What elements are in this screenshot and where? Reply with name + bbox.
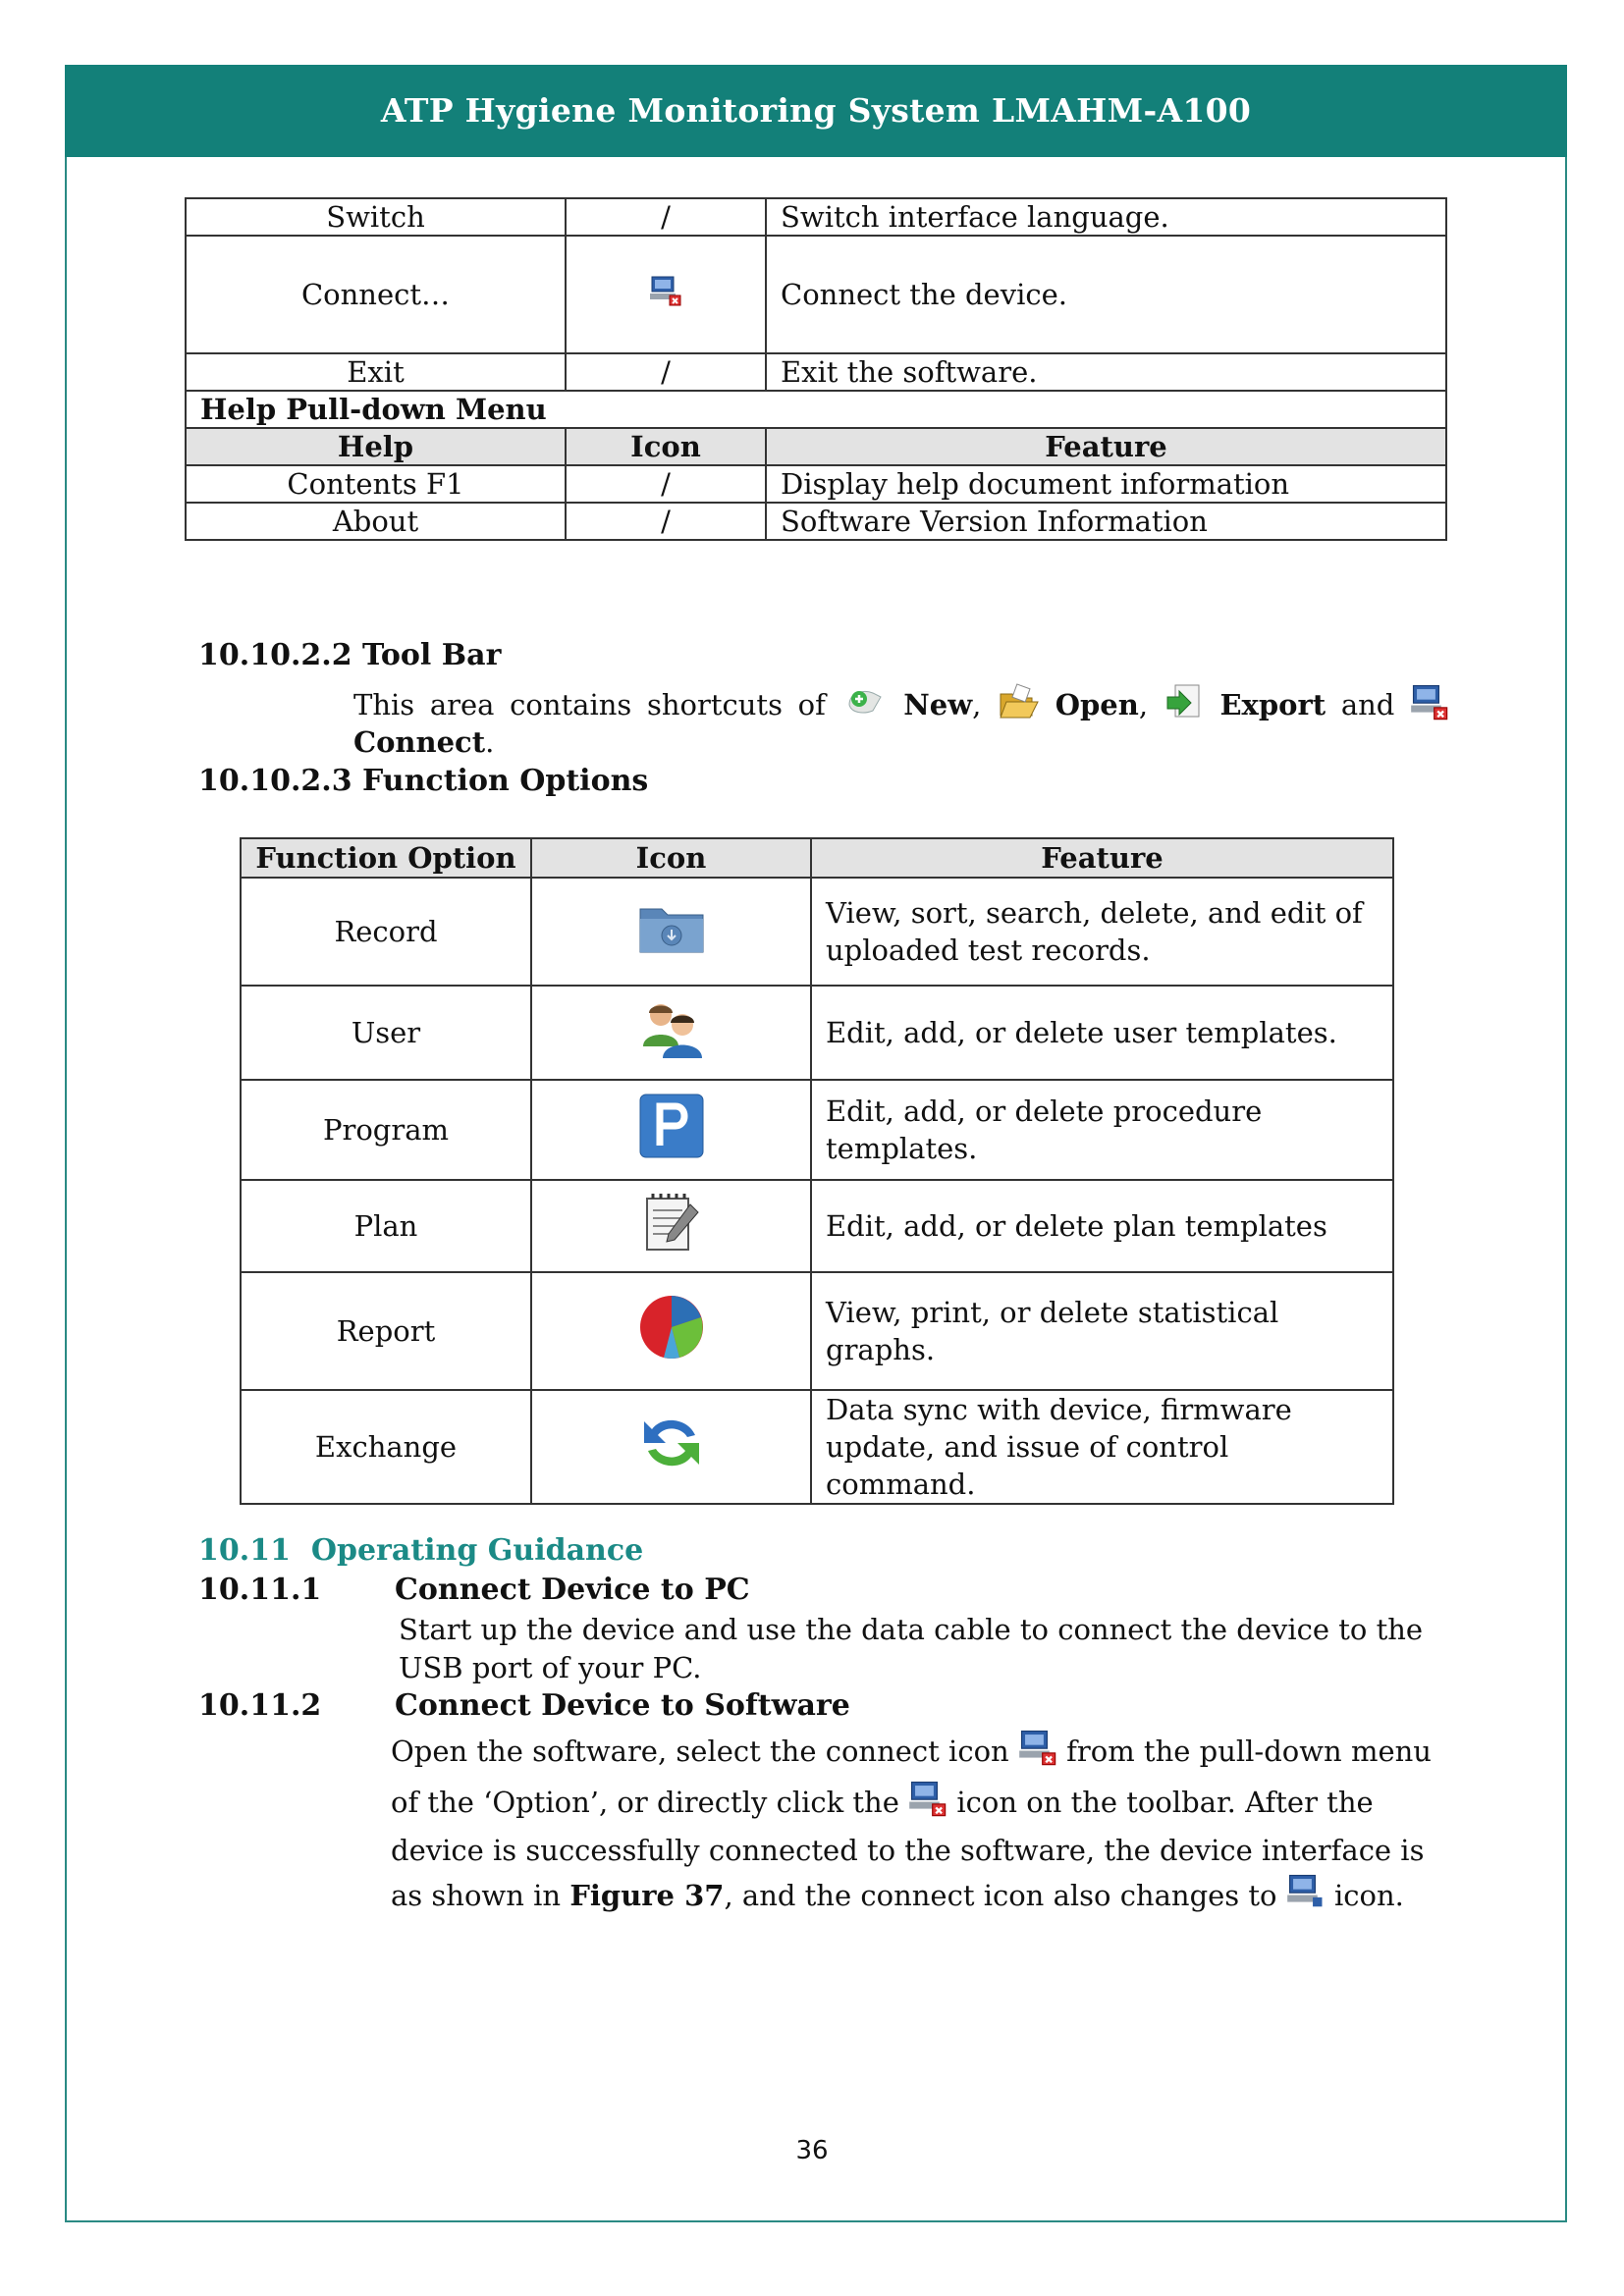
connect-icon bbox=[1410, 682, 1449, 731]
section-number: 10.11 bbox=[198, 1533, 291, 1568]
cell-feature: Edit, add, or delete user templates. bbox=[811, 986, 1393, 1080]
pie-chart-icon bbox=[636, 1292, 707, 1371]
s2-text bbox=[391, 1728, 1453, 1923]
cell-icon bbox=[531, 1272, 811, 1390]
new-label: New bbox=[903, 688, 973, 721]
connected-icon bbox=[1286, 1872, 1326, 1923]
new-icon bbox=[841, 683, 889, 730]
menu-table bbox=[185, 197, 1447, 541]
section-title: Function Options bbox=[362, 764, 649, 798]
open-folder-icon bbox=[997, 682, 1040, 731]
guidance-heading bbox=[198, 1533, 643, 1568]
cell-icon: / bbox=[566, 198, 766, 236]
header-icon: Icon bbox=[566, 428, 766, 465]
toolbar-paragraph-end: Connect. bbox=[353, 725, 495, 759]
cell-option: Program bbox=[241, 1080, 531, 1180]
cell-icon bbox=[531, 1180, 811, 1272]
toolbar-paragraph: This area contains shortcuts of New, Open, Export and bbox=[353, 681, 1449, 732]
section-row bbox=[186, 391, 1446, 428]
figure-ref: Figure 37 bbox=[569, 1879, 725, 1912]
cell-item: Contents F1 bbox=[186, 465, 566, 503]
header-help: Help bbox=[186, 428, 566, 465]
cell-feature: Exit the software. bbox=[766, 353, 1446, 391]
text: , and the connect icon also changes to bbox=[724, 1879, 1277, 1912]
connect-label: Connect bbox=[353, 725, 486, 759]
section-number: 10.10.2.3 bbox=[198, 764, 352, 798]
section-title: Tool Bar bbox=[362, 638, 502, 672]
s2-number: 10.11.2 bbox=[198, 1688, 322, 1723]
text: and bbox=[1340, 688, 1395, 721]
table-row bbox=[241, 1180, 1393, 1272]
table-row bbox=[186, 503, 1446, 540]
s2-title: Connect Device to Software bbox=[395, 1688, 850, 1723]
table-row bbox=[241, 1390, 1393, 1504]
header-row bbox=[241, 838, 1393, 878]
cell-feature: Software Version Information bbox=[766, 503, 1446, 540]
text: icon on the toolbar. After the device is successfully connected to the software, the device interface is as shown in bbox=[391, 1786, 1425, 1912]
cell-icon bbox=[531, 878, 811, 986]
header-icon: Icon bbox=[531, 838, 811, 878]
table-row bbox=[186, 236, 1446, 353]
toolbar-heading bbox=[198, 638, 501, 672]
cell-option: User bbox=[241, 986, 531, 1080]
cell-icon: / bbox=[566, 353, 766, 391]
header-option: Function Option bbox=[241, 838, 531, 878]
open-label: Open bbox=[1055, 688, 1139, 721]
cell-item: Exit bbox=[186, 353, 566, 391]
export-label: Export bbox=[1219, 688, 1326, 721]
cell-feature: Connect the device. bbox=[766, 236, 1446, 353]
cell-icon: / bbox=[566, 465, 766, 503]
connect-icon bbox=[1018, 1728, 1057, 1779]
cell-feature: Data sync with device, firmware update, and issue of control command. bbox=[811, 1390, 1393, 1504]
table-row bbox=[186, 198, 1446, 236]
cell-icon: / bbox=[566, 503, 766, 540]
cell-feature: View, print, or delete statistical graphs. bbox=[811, 1272, 1393, 1390]
record-folder-icon bbox=[636, 899, 707, 965]
function-heading bbox=[198, 764, 648, 798]
text: from the pull-down menu of the ‘Option’, or directly click the bbox=[391, 1735, 1432, 1819]
cell-option: Exchange bbox=[241, 1390, 531, 1504]
cell-feature: Display help document information bbox=[766, 465, 1446, 503]
cell-option: Record bbox=[241, 878, 531, 986]
table-row bbox=[241, 986, 1393, 1080]
header-row bbox=[186, 428, 1446, 465]
cell-icon bbox=[531, 986, 811, 1080]
cell-item: Switch bbox=[186, 198, 566, 236]
text: Open the software, select the connect icon bbox=[391, 1735, 1009, 1768]
section-number: 10.10.2.2 bbox=[198, 638, 352, 672]
table-row bbox=[241, 878, 1393, 986]
section-title: Operating Guidance bbox=[310, 1533, 644, 1568]
export-icon bbox=[1164, 681, 1205, 732]
header-feature: Feature bbox=[811, 838, 1393, 878]
header-feature: Feature bbox=[766, 428, 1446, 465]
cell-feature: Switch interface language. bbox=[766, 198, 1446, 236]
cell-option: Plan bbox=[241, 1180, 531, 1272]
plan-notepad-icon bbox=[641, 1191, 702, 1262]
page-header: ATP Hygiene Monitoring System LMAHM-A100 bbox=[65, 65, 1567, 157]
text: This area contains shortcuts of bbox=[353, 688, 826, 721]
cell-option: Report bbox=[241, 1272, 531, 1390]
connect-icon bbox=[908, 1779, 947, 1830]
s1-text: Start up the device and use the data cable to connect the device to the USB port of your PC. bbox=[399, 1613, 1424, 1684]
cell-item: Connect… bbox=[186, 236, 566, 353]
cell-feature: View, sort, search, delete, and edit of uploaded test records. bbox=[811, 878, 1393, 986]
connect-icon bbox=[649, 274, 682, 315]
table-row bbox=[186, 465, 1446, 503]
page-number: 36 bbox=[795, 2136, 829, 2165]
table-row bbox=[241, 1272, 1393, 1390]
text: icon. bbox=[1333, 1879, 1404, 1912]
table-row bbox=[241, 1080, 1393, 1180]
function-table bbox=[240, 837, 1394, 1505]
users-icon bbox=[637, 997, 706, 1069]
s1-title: Connect Device to PC bbox=[395, 1573, 750, 1607]
cell-icon bbox=[566, 236, 766, 353]
cell-icon bbox=[531, 1390, 811, 1504]
table-row bbox=[186, 353, 1446, 391]
program-p-icon bbox=[636, 1091, 707, 1170]
help-section-title: Help Pull-down Menu bbox=[186, 391, 1446, 428]
s1-number: 10.11.1 bbox=[198, 1573, 322, 1607]
cell-icon bbox=[531, 1080, 811, 1180]
cell-item: About bbox=[186, 503, 566, 540]
cell-feature: Edit, add, or delete plan templates bbox=[811, 1180, 1393, 1272]
cell-feature: Edit, add, or delete procedure templates. bbox=[811, 1080, 1393, 1180]
sync-arrows-icon bbox=[636, 1408, 707, 1487]
